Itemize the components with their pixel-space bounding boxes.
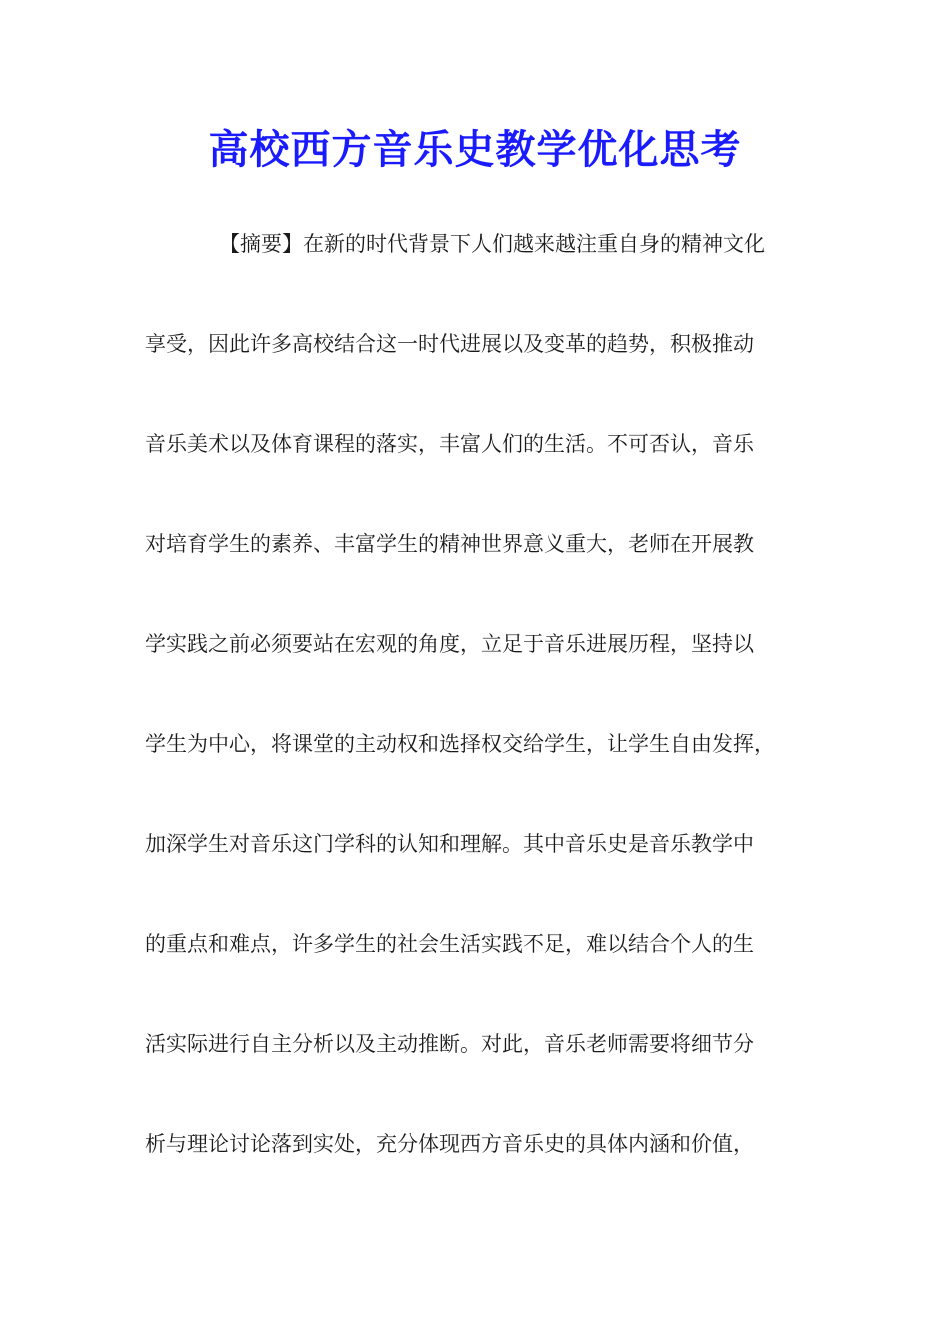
abstract-line: 加深学生对音乐这门学科的认知和理解。其中音乐史是音乐教学中: [145, 832, 754, 856]
abstract-line: 活实际进行自主分析以及主动推断。对此，音乐老师需要将细节分: [145, 1032, 754, 1056]
abstract-line: 的重点和难点，许多学生的社会生活实践不足，难以结合个人的生: [145, 932, 754, 956]
abstract-paragraph: [145, 220, 817, 1220]
abstract-line: 学生为中心，将课堂的主动权和选择权交给学生，让学生自由发挥，: [145, 732, 775, 756]
abstract-line: 学实践之前必须要站在宏观的角度，立足于音乐进展历程，坚持以: [145, 632, 754, 656]
abstract-line: 析与理论讨论落到实处，充分体现西方音乐史的具体内涵和价值，: [145, 1132, 754, 1156]
document-title: 高校西方音乐史教学优化思考: [208, 126, 742, 173]
abstract-line: 【摘要】在新的时代背景下人们越来越注重自身的精神文化: [219, 232, 765, 256]
abstract-line: 音乐美术以及体育课程的落实，丰富人们的生活。不可否认，音乐: [145, 432, 754, 456]
abstract-line: 享受，因此许多高校结合这一时代进展以及变革的趋势，积极推动: [145, 332, 754, 356]
abstract-line: 对培育学生的素养、丰富学生的精神世界意义重大，老师在开展教: [145, 532, 754, 556]
